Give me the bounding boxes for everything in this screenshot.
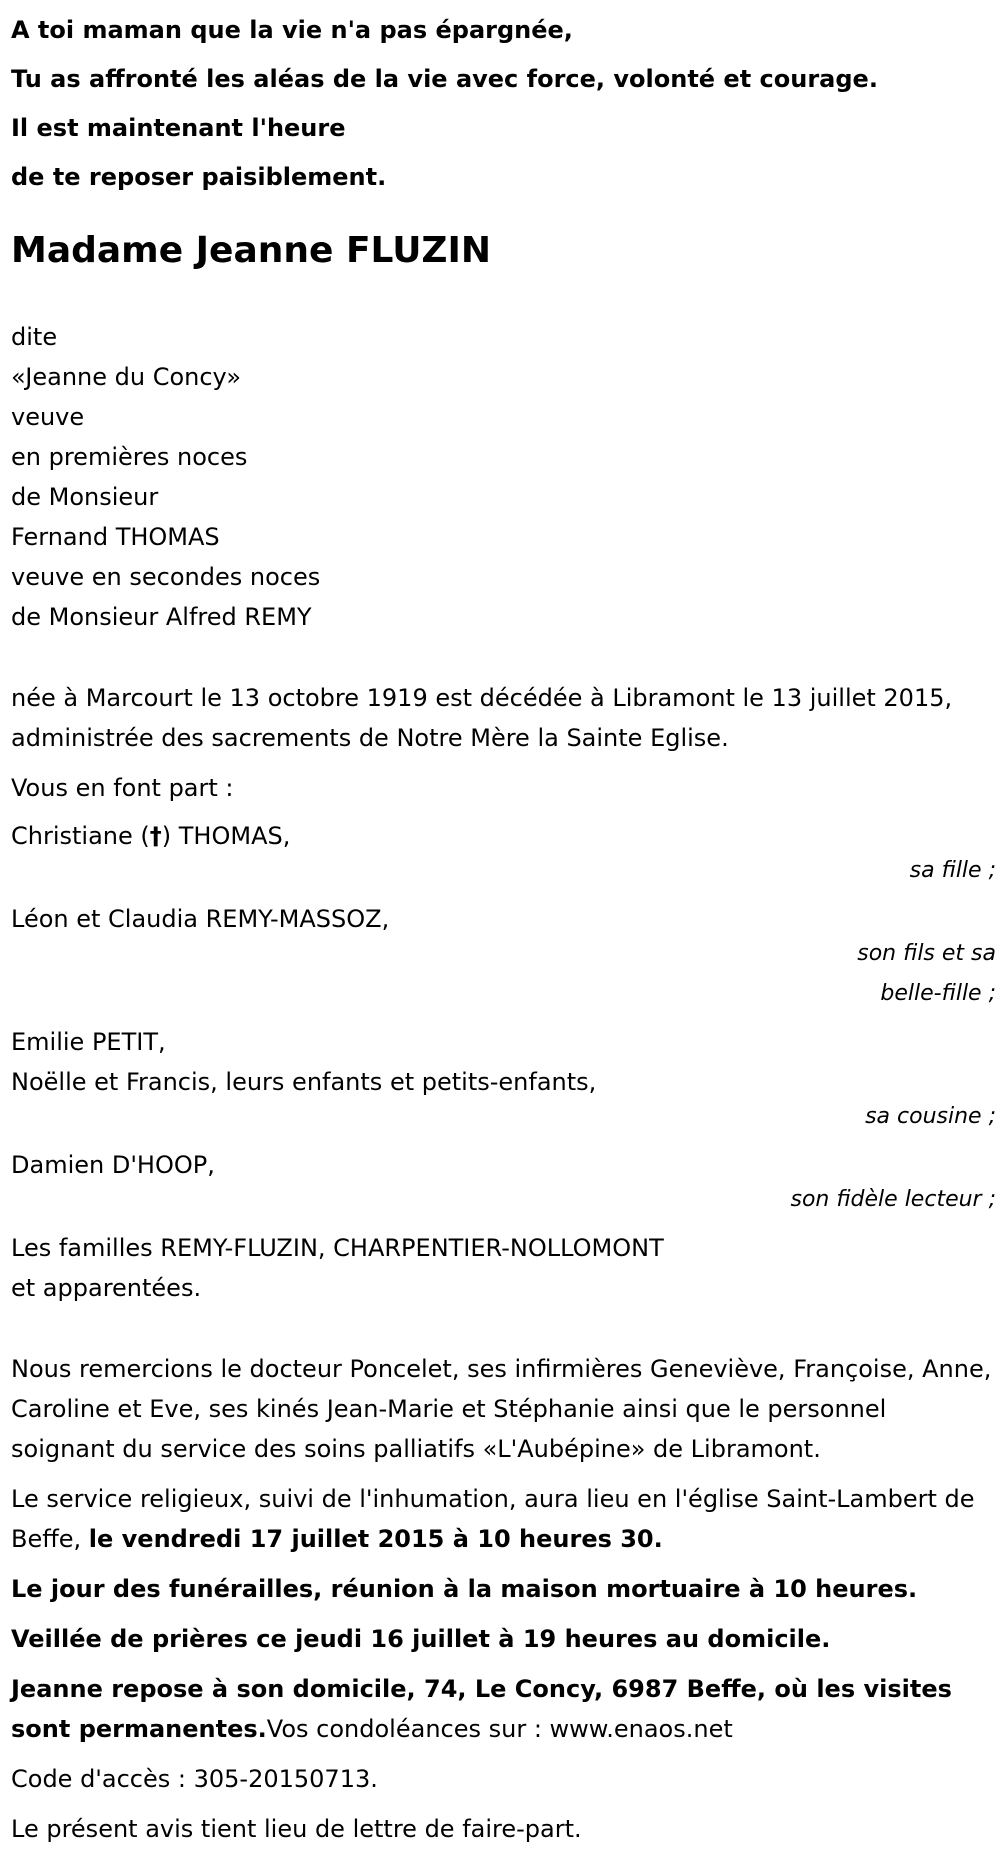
- announce-line: Vous en font part :: [11, 774, 234, 802]
- detail-line: en premières noces: [11, 443, 248, 471]
- closing-line: Le présent avis tient lieu de lettre de faire-part.: [11, 1815, 582, 1843]
- family-relation: sa cousine ;: [865, 1104, 996, 1129]
- repose-text: Jeanne repose à son domicile, 74, Le Concy, 6987 Beffe, où les visites sont permanentes.: [11, 1675, 952, 1743]
- family-member-leon: [11, 899, 996, 1014]
- obituary-notice: [11, 0, 996, 1849]
- family-groups: [11, 1228, 996, 1308]
- epigraph-line: de te reposer paisiblement.: [11, 163, 387, 191]
- family-member-name: Noëlle et Francis, leurs enfants et petits-enfants,: [11, 1068, 597, 1096]
- detail-line: dite: [11, 323, 58, 351]
- condoleances-text: Vos condoléances sur : www.enaos.net: [266, 1715, 733, 1743]
- thanks-paragraph: Nous remercions le docteur Poncelet, ses infirmières Geneviève, Françoise, Anne, Caroline et Eve, ses kinés Jean-Marie et Stéphanie ainsi que le personnel soignant du service des soins palliatifs «L'Aubépine» de Libramont.: [11, 1355, 992, 1463]
- family-relation: belle-fille ;: [880, 981, 996, 1006]
- service-date: le vendredi 17 juillet 2015 à 10 heures 30.: [88, 1525, 663, 1553]
- detail-line: veuve en secondes noces: [11, 563, 321, 591]
- family-member-name: Christiane (†) THOMAS,: [11, 822, 291, 850]
- family-relation: son fidèle lecteur ;: [790, 1187, 996, 1212]
- epigraph-line: A toi maman que la vie n'a pas épargnée,: [11, 16, 573, 44]
- repose-paragraph: [11, 1669, 996, 1749]
- deceased-details: [11, 317, 996, 637]
- family-member-christiane: [11, 816, 996, 891]
- reunion-paragraph: Le jour des funérailles, réunion à la maison mortuaire à 10 heures.: [11, 1575, 918, 1603]
- detail-line: de Monsieur Alfred REMY: [11, 603, 312, 631]
- family-member-name: Léon et Claudia REMY-MASSOZ,: [11, 905, 390, 933]
- family-relation: son fils et sa: [857, 941, 996, 966]
- birth-death-paragraph: née à Marcourt le 13 octobre 1919 est décédée à Libramont le 13 juillet 2015, administrée des sacrements de Notre Mère la Sainte Eglise.: [11, 684, 953, 752]
- detail-line: de Monsieur: [11, 483, 159, 511]
- family-member-damien: [11, 1145, 996, 1220]
- family-member-name: Les familles REMY-FLUZIN, CHARPENTIER-NOLLOMONT: [11, 1234, 664, 1262]
- service-paragraph: Le service religieux, suivi de l'inhumation, aura lieu en l'église Saint-Lambert de Beffe, le vendredi 17 juillet 2015 à 10 heures 30.: [11, 1485, 975, 1553]
- cross-icon: †: [149, 822, 162, 850]
- family-member-emilie: [11, 1022, 996, 1137]
- veillee-paragraph: Veillée de prières ce jeudi 16 juillet à 19 heures au domicile.: [11, 1625, 831, 1653]
- family-member-name: Emilie PETIT,: [11, 1028, 166, 1056]
- epigraph-line: Tu as affronté les aléas de la vie avec force, volonté et courage.: [11, 65, 878, 93]
- detail-line: veuve: [11, 403, 85, 431]
- epigraph-line: Il est maintenant l'heure: [11, 114, 346, 142]
- epigraph: [11, 0, 996, 202]
- detail-line: Fernand THOMAS: [11, 523, 220, 551]
- deceased-name: Madame Jeanne FLUZIN: [11, 230, 492, 271]
- detail-line: «Jeanne du Concy»: [11, 363, 242, 391]
- family-member-name: Damien D'HOOP,: [11, 1151, 215, 1179]
- family-relation: sa fille ;: [909, 858, 996, 883]
- family-member-name: et apparentées.: [11, 1274, 202, 1302]
- access-code: Code d'accès : 305-20150713.: [11, 1765, 378, 1793]
